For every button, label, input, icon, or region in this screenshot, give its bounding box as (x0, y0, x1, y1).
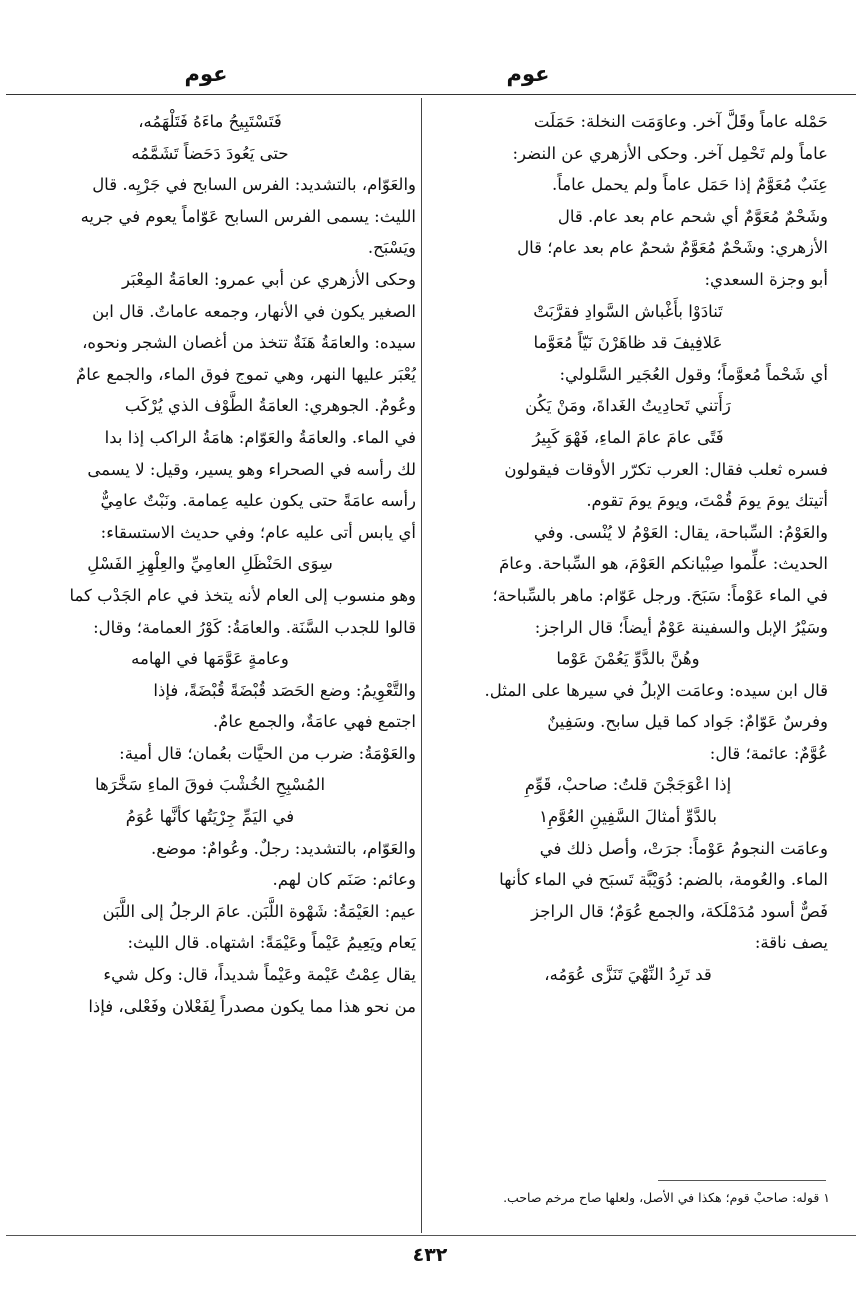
verse-line: قد تَرِدُ النِّهْيَ تَنَزَّى عُوَمُه، (544, 965, 712, 985)
verse-line: بالدَّوِّ أمثالَ السَّفِينِ العُوَّمِ١ (539, 807, 717, 827)
text-line: الماء. والعُومة، بالضم: دُوَيْبَّة تَسبَح في الماء كأنها (499, 870, 828, 890)
page-number: ٤٣٢ (412, 1244, 448, 1266)
verse-line: فَتًى عامَ عامَ الماءِ، فَهْوَ كَبِيرُ (532, 427, 724, 447)
text-line: فسره ثعلب فقال: العرب تكرّر الأوقات فيقولون (504, 459, 828, 479)
text-line: والعَوْمَةُ: ضرب من الحيَّات بعُمان؛ قال أمية: (119, 743, 416, 763)
text-line: وعائم: صَنَم كان لهم. (272, 870, 416, 890)
text-line: قال ابن سيده: وعامَت الإبلُ في سيرها على المثل. (484, 680, 828, 700)
text-line: الصغير يكون في الأنهار، وجمعه عاماتٌ. قال ابن (92, 301, 416, 321)
text-line: اجتمع فهي عامَةٌ، والجمع عامٌ. (212, 712, 416, 732)
text-line: وحكى الأزهري عن أبي عمرو: العامَةُ المِعْبَر (121, 269, 416, 289)
verse-line: فَتَسْتَبِيحُ ماءَهُ فَتَلْهَمُه، (138, 112, 282, 131)
right-column (428, 106, 828, 991)
text-line: يصف ناقة: (754, 933, 828, 953)
verse-line: إذا اعْوَجَجْنَ قلتُ: صاحبْ، قَوِّمِ (524, 775, 732, 795)
text-line: وهو منسوب إلى العام لأنه يتخذ في عام الجَدْب كما (69, 585, 416, 605)
text-line: يَعام ويَعِيمُ عَيْماً وعَيْمَةً: اشتهاه. قال الليث: (127, 933, 416, 953)
text-line: الليث: يسمى الفرس السابح عَوّاماً يعوم في جريه (80, 206, 416, 226)
text-line: قالوا للجدب السَّنَة. والعامَةُ: كَوْرُ العمامة؛ وقال: (93, 617, 416, 637)
running-head-right: عوم (506, 62, 550, 86)
verse-line: تَنادَوْا بأَغْباش السَّوادِ فقرَّبَتْ (533, 301, 723, 321)
text-line: من نحو هذا مما يكون مصدراً لِفَعْلان وفَعْلى، فإذا (88, 996, 416, 1016)
verse-line: في اليَمِّ جِرْيَتُها كأنَّها عُوَمُ (125, 807, 295, 827)
verse-line: حتى يَعُودَ دَحَضاً تَشَمَّمُه (131, 143, 289, 163)
verse-line: رَأَتني تَحادِيتُ الغَداةَ، ومَنْ يَكُن (525, 396, 731, 416)
text-line: حَمْله عاماً وقَلَّ آخر. وعاوَمَت النخلة: حَمَلَت (533, 112, 828, 131)
text-line: يُعْبَر عليها النهر، وهي تموج فوق الماء، والجمع عامٌ (76, 364, 416, 384)
text-line: عيم: العَيْمَةُ: شَهْوة اللَّبَن. عامَ الرجلُ إلى اللَّبَن (102, 901, 416, 921)
verse-line: عَلافِيفَ قد ظاهَرْنَ نَيّاً مُعَوَّما (533, 333, 723, 353)
footnote: ١ قوله: صاحبْ قوم؛ هكذا في الأصل، ولعلها صاح مرخم صاحب. (503, 1190, 830, 1205)
text-line: ويَسْبَح. (367, 238, 416, 258)
text-line: أبو وجزة السعدي: (704, 269, 828, 289)
text-line: في الماء عَوْماً: سَبَحَ. ورجل عَوّام: ماهر بالسِّباحة؛ (492, 585, 828, 605)
text-line: سيده: والعامَةُ هَنَةٌ تتخذ من أغصان الشجر ونحوه، (82, 333, 416, 353)
text-line: والعَوّام، بالتشديد: رجلٌ. وعُوامٌ: موضع. (151, 838, 416, 858)
text-line: الأزهري: وشَحْمٌ مُعَوَّمٌ شحمٌ عام بعد عام؛ قال (517, 238, 828, 258)
text-line: وعُومٌ. الجوهري: العامَةُ الطَّوْف الذي يُرْكَب (124, 396, 416, 416)
text-line: أتيتك يومَ يومَ قُمْتَ، ويومَ يومَ تقوم. (586, 491, 828, 511)
text-line: وشَحْمٌ مُعَوَّمٌ أي شحم عام بعد عام. قال (557, 206, 828, 226)
text-line: والعَوْمُ: السِّباحة، يقال: العَوْمُ لا يُنْسى. وفي (533, 522, 828, 542)
left-column (4, 106, 416, 1022)
verse-line: المُسْبِحِ الخُشْبَ فوقَ الماءِ سَخَّرَها (94, 775, 326, 795)
running-head-left: عوم (184, 62, 228, 86)
text-line: يقال عِمْتُ عَيْمة وعَيْماً شديداً، قال: وكل شيء (103, 965, 416, 985)
text-line: والعَوّام، بالتشديد: الفرس السابح في جَرْيِه. قال (92, 175, 416, 195)
verse-line: وهُنَّ بالدَّوِّ يَعُمْنَ عَوْما (556, 649, 700, 669)
text-line: الحديث: علِّموا صِبْيانكم العَوْمَ، هو السِّباحة. وعامَ (499, 554, 828, 574)
text-line: عِنَبٌ مُعَوَّمٌ إذا حَمَل عاماً ولم يحمل عاماً. (551, 175, 828, 195)
text-line: لك رأسه في الصحراء وهو يسير، وقيل: لا يسمى (87, 459, 416, 479)
text-line: وعامَت النجومُ عَوْماً: جرَتْ، وأصل ذلك في (539, 838, 828, 858)
text-line: عُوَّمٌ: عائمة؛ قال: (709, 743, 828, 763)
text-line: في الماء. والعامَةُ والعَوّام: هامَةُ الراكب إذا بدا (104, 427, 416, 447)
footer-rule (6, 1235, 856, 1236)
text-line: وفرسٌ عَوّامٌ: جَواد كما قيل سابح. وسَفِينٌ (547, 712, 828, 732)
text-line: أي شَحْماً مُعوَّماً؛ وقول العُجَير السَّلولي: (559, 364, 828, 384)
header-rule (6, 94, 856, 95)
verse-line: وعامةٍ عَوَّمَها في الهامه (131, 649, 289, 669)
footnote-rule (658, 1180, 826, 1181)
text-line: رأسه عامَةً حتى يكون عليه عِمامة. ونَبْتٌ عامِيٌّ (100, 491, 416, 511)
verse-line: سِوَى الحَنْظَلِ العامِيِّ والعِلْهِزِ الفَسْلِ (87, 554, 333, 574)
text-line: أي يابس أتى عليه عام؛ وفي حديث الاستسقاء: (100, 522, 416, 542)
text-line: وسَيْرُ الإبل والسفينة عَوْمٌ أيضاً؛ قال الراجز: (534, 617, 828, 637)
column-divider (421, 98, 422, 1233)
text-line: عاماً ولم تَحْمِل آخر. وحكى الأزهري عن النضر: (512, 143, 828, 163)
text-line: والتَّعْوِيمُ: وضع الحَصَد قُبْضَةً قُبْضَةً، فإذا (153, 680, 416, 700)
text-line: فَصٌّ أسود مُدَمْلَكة، والجمع عُوَمٌ؛ قال الراجز (531, 901, 828, 921)
